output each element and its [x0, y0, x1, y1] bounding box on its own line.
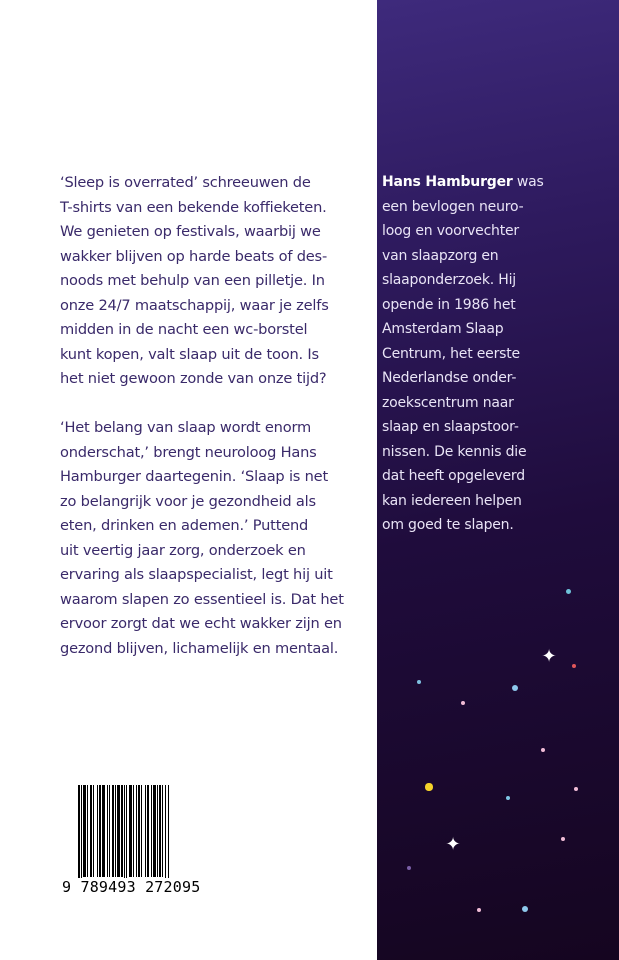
text-line: het niet gewoon zonde van onze tijd? — [60, 370, 327, 387]
text-line: kan iedereen helpen — [382, 492, 522, 509]
text-line: We genieten op festivals, waarbij we — [60, 223, 321, 240]
text-line: zoekscentrum naar — [382, 394, 514, 411]
text-line: onze 24/7 maatschappij, waar je zelfs — [60, 296, 329, 314]
blurb-paragraph-2 — [60, 416, 344, 661]
barcode-bars — [78, 785, 196, 877]
text-line: om goed te slapen. — [382, 517, 514, 533]
star-dot — [566, 589, 571, 594]
text-line: kunt kopen, valt slaap uit de toon. Is — [60, 345, 319, 363]
text-line: ervoor zorgt dat we echt wakker zijn en — [60, 615, 342, 632]
text-line: zo belangrijk voor je gezondheid als — [60, 492, 316, 510]
text-line: Hamburger daartegenin. ‘Slaap is net — [60, 468, 328, 485]
star-dot — [425, 783, 432, 790]
text-line: waarom slapen zo essentieel is. Dat het — [60, 590, 344, 608]
text-line: onderschat,’ brengt neuroloog Hans — [60, 443, 317, 461]
text-line: slaap en slaapstoor- — [382, 419, 519, 435]
text-line: opende in 1986 het — [382, 296, 516, 313]
blurb-paragraph-1 — [60, 171, 329, 392]
text-line: noods met behulp van een pilletje. In — [60, 272, 325, 289]
bio-line — [382, 170, 544, 195]
isbn-number: 9 789493 272095 — [62, 878, 201, 896]
bio-text: was — [512, 174, 544, 190]
text-line: Centrum, het eerste — [382, 345, 520, 362]
barcode — [78, 785, 196, 881]
text-line: uit veertig jaar zorg, onderzoek en — [60, 541, 306, 559]
text-line: dat heeft opgeleverd — [382, 468, 525, 484]
text-line: nissen. De kennis die — [382, 443, 527, 460]
author-name: Hans Hamburger — [382, 174, 513, 190]
text-line: een bevlogen neuro- — [382, 198, 524, 215]
star-dot — [572, 664, 576, 668]
sparkle-icon: ✦ — [541, 646, 557, 667]
text-line: van slaapzorg en — [382, 247, 499, 264]
text-line: ‘Sleep is overrated’ schreeuwen de — [60, 174, 311, 191]
text-line: ‘Het belang van slaap wordt enorm — [60, 419, 312, 436]
text-line: loog en voorvechter — [382, 223, 519, 239]
sparkle-icon: ✦ — [445, 834, 461, 855]
text-line: eten, drinken en ademen.’ Puttend — [60, 517, 309, 534]
text-line: wakker blijven op harde beats of des- — [60, 247, 328, 265]
text-line: gezond blijven, lichamelijk en mentaal. — [60, 639, 339, 657]
text-line: ervaring als slaapspecialist, legt hij uit — [60, 566, 333, 583]
text-line: Amsterdam Slaap — [382, 321, 504, 337]
author-bio — [382, 170, 544, 538]
text-line: slaaponderzoek. Hij — [382, 272, 516, 288]
text-line: midden in de nacht een wc-borstel — [60, 321, 308, 338]
text-line: Nederlandse onder- — [382, 370, 517, 386]
text-line: T-shirts van een bekende koffieketen. — [60, 198, 327, 216]
